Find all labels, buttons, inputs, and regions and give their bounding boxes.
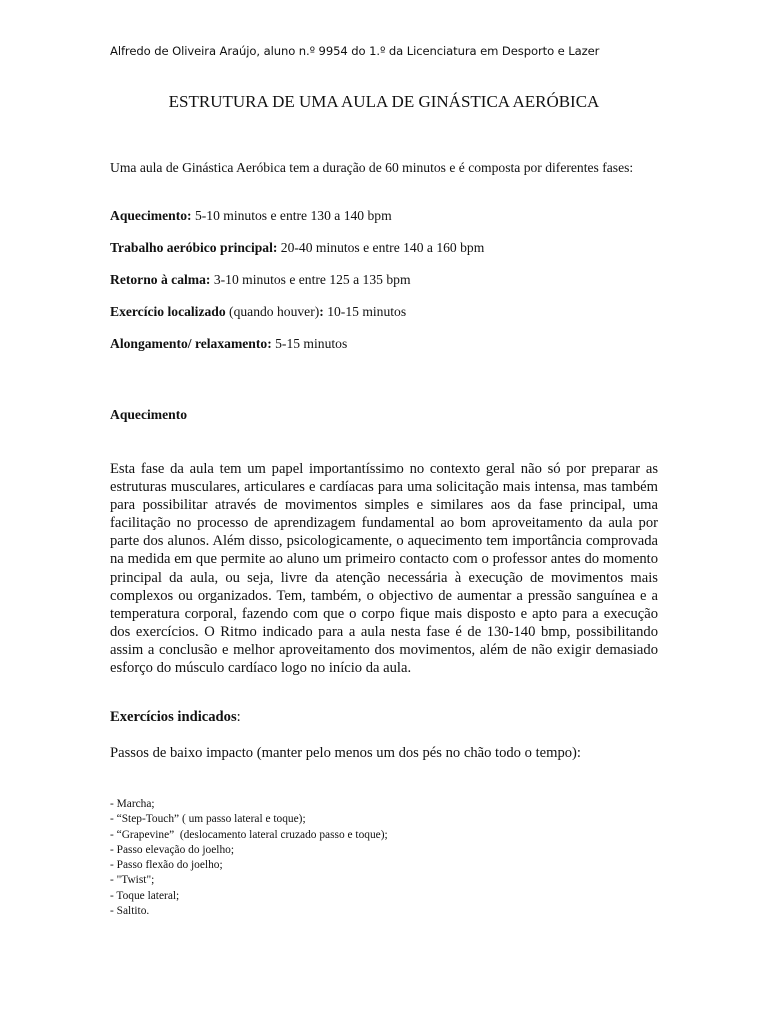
- phase-label: Aquecimento:: [110, 208, 192, 223]
- list-item: - Marcha;: [110, 798, 155, 810]
- phase-text: 20-40 minutos e entre 140 a 160 bpm: [277, 240, 485, 255]
- phase-label: Alongamento/ relaxamento:: [110, 336, 272, 351]
- phase-item-main-aerobic: [110, 240, 484, 256]
- author-header: Alfredo de Oliveira Araújo, aluno n.º 9954 do 1.º da Licenciatura em Desporto e Lazer: [110, 44, 600, 58]
- intro-text: Uma aula de Ginástica Aeróbica tem a duração de 60 minutos e é composta por diferentes fases:: [110, 160, 634, 175]
- list-item: - Passo elevação do joelho;: [110, 843, 234, 856]
- phase-text: 3-10 minutos e entre 125 a 135 bpm: [210, 272, 411, 287]
- phase-item-localized: [110, 304, 406, 320]
- phase-note: (quando houver): [225, 304, 320, 319]
- phase-label: Trabalho aeróbico principal:: [110, 240, 278, 255]
- phase-item-stretching: [110, 336, 347, 352]
- list-item: - “Step-Touch” ( um passo lateral e toque);: [110, 813, 306, 826]
- phase-label: Exercício localizado: [110, 304, 226, 319]
- phase-text: 5-15 minutos: [271, 336, 348, 351]
- warmup-paragraph: Esta fase da aula tem um papel importantíssimo no contexto geral não só por preparar as estruturas musculares, articulares e cardíacas para uma solicitação mais intensa, mas também para possibilitar através de movimentos simples e similares aos da fase principal, uma facilitação no processo de aprendizagem fundamental ao bom aproveitamento da aula por parte dos alunos. Além disso, psicologicamente, o aquecimento tem importância comprovada na medida em que permite ao aluno um primeiro contacto com o professor antes do momento principal da aula, ou seja, livre da atenção necessária à execução de movimentos mais complexos ou organizados. Tem, também, o objectivo de aumentar a pressão sanguínea e a temperatura corporal, fazendo com que o corpo fique mais disposto e apto para a execução dos exercícios. O Ritmo indicado para a aula nesta fase é de 130-140 bmp, possibilitando assim a conclusão e melhor aproveitamento dos movimentos, além de não exigir demasiado esforço do músculo cardíaco logo no início da aula.: [110, 461, 658, 677]
- exercises-heading: [110, 709, 241, 726]
- low-impact-intro: Passos de baixo impacto (manter pelo menos um dos pés no chão todo o tempo):: [110, 745, 581, 761]
- document-title: ESTRUTURA DE UMA AULA DE GINÁSTICA AERÓBICA: [168, 92, 600, 111]
- list-item: - Saltito.: [110, 905, 150, 918]
- phase-label: Retorno à calma:: [110, 272, 211, 287]
- step-list: [110, 797, 388, 919]
- phase-text: 10-15 minutos: [323, 304, 407, 319]
- phase-text: 5-10 minutos e entre 130 a 140 bpm: [191, 208, 392, 223]
- list-item: - Toque lateral;: [110, 889, 180, 902]
- exercises-heading-colon: :: [236, 709, 241, 725]
- list-item: - "Twist";: [110, 874, 155, 887]
- phase-item-warmup: [110, 208, 392, 224]
- list-item: - “Grapevine” (deslocamento lateral cruzado passo e toque);: [110, 828, 388, 841]
- warmup-heading: Aquecimento: [110, 407, 188, 422]
- phase-item-cooldown: [110, 272, 411, 288]
- list-item: - Passo flexão do joelho;: [110, 859, 223, 872]
- phase-colon: :: [319, 304, 324, 319]
- exercises-heading-label: Exercícios indicados: [110, 709, 237, 725]
